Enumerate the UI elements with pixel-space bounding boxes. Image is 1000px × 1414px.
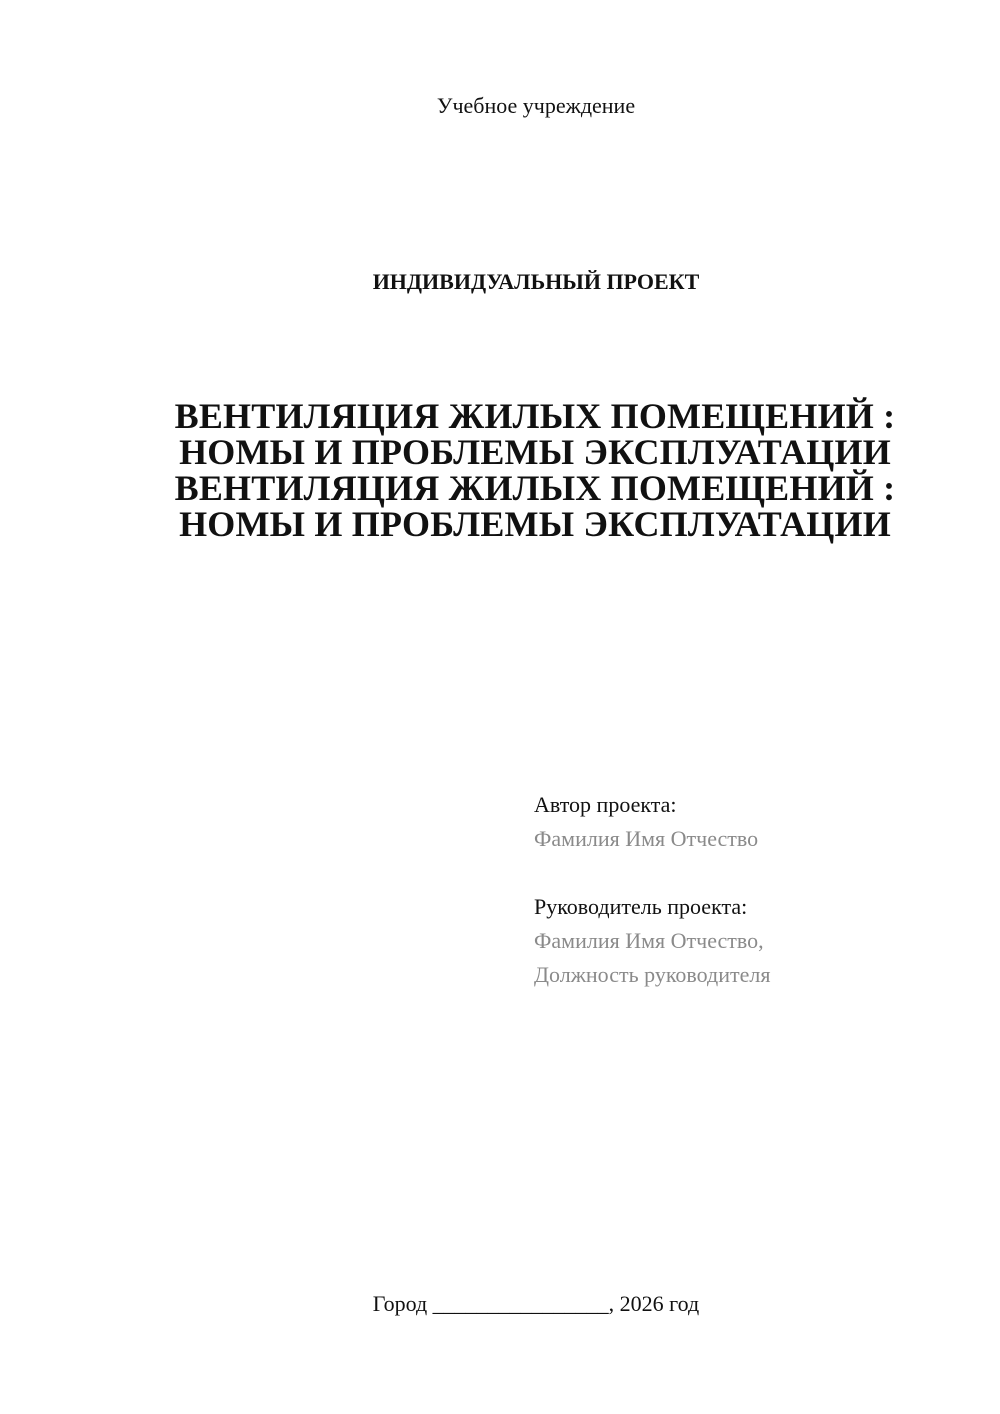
supervisor-label: Руководитель проекта: bbox=[534, 894, 748, 919]
title-line-1: ВЕНТИЛЯЦИЯ ЖИЛЫХ ПОМЕЩЕНИЙ : bbox=[174, 396, 896, 436]
title-line-2: НОМЫ И ПРОБЛЕМЫ ЭКСПЛУАТАЦИИ bbox=[179, 432, 891, 472]
city-year-footer: Город ________________, 2026 год bbox=[372, 1291, 700, 1316]
supervisor-position-placeholder: Должность руководителя bbox=[534, 962, 771, 987]
author-name-placeholder: Фамилия Имя Отчество bbox=[534, 826, 759, 851]
project-title bbox=[120, 398, 950, 542]
supervisor-name-placeholder: Фамилия Имя Отчество, bbox=[534, 928, 764, 953]
section-spacer bbox=[534, 856, 954, 890]
title-line-3: ВЕНТИЛЯЦИЯ ЖИЛЫХ ПОМЕЩЕНИЙ : bbox=[174, 468, 896, 508]
authors-section bbox=[534, 788, 954, 992]
author-label: Автор проекта: bbox=[534, 792, 677, 817]
title-line-4: НОМЫ И ПРОБЛЕМЫ ЭКСПЛУАТАЦИИ bbox=[179, 504, 891, 544]
project-type-heading: ИНДИВИДУАЛЬНЫЙ ПРОЕКТ bbox=[372, 269, 700, 294]
institution-name: Учебное учреждение bbox=[436, 93, 636, 118]
